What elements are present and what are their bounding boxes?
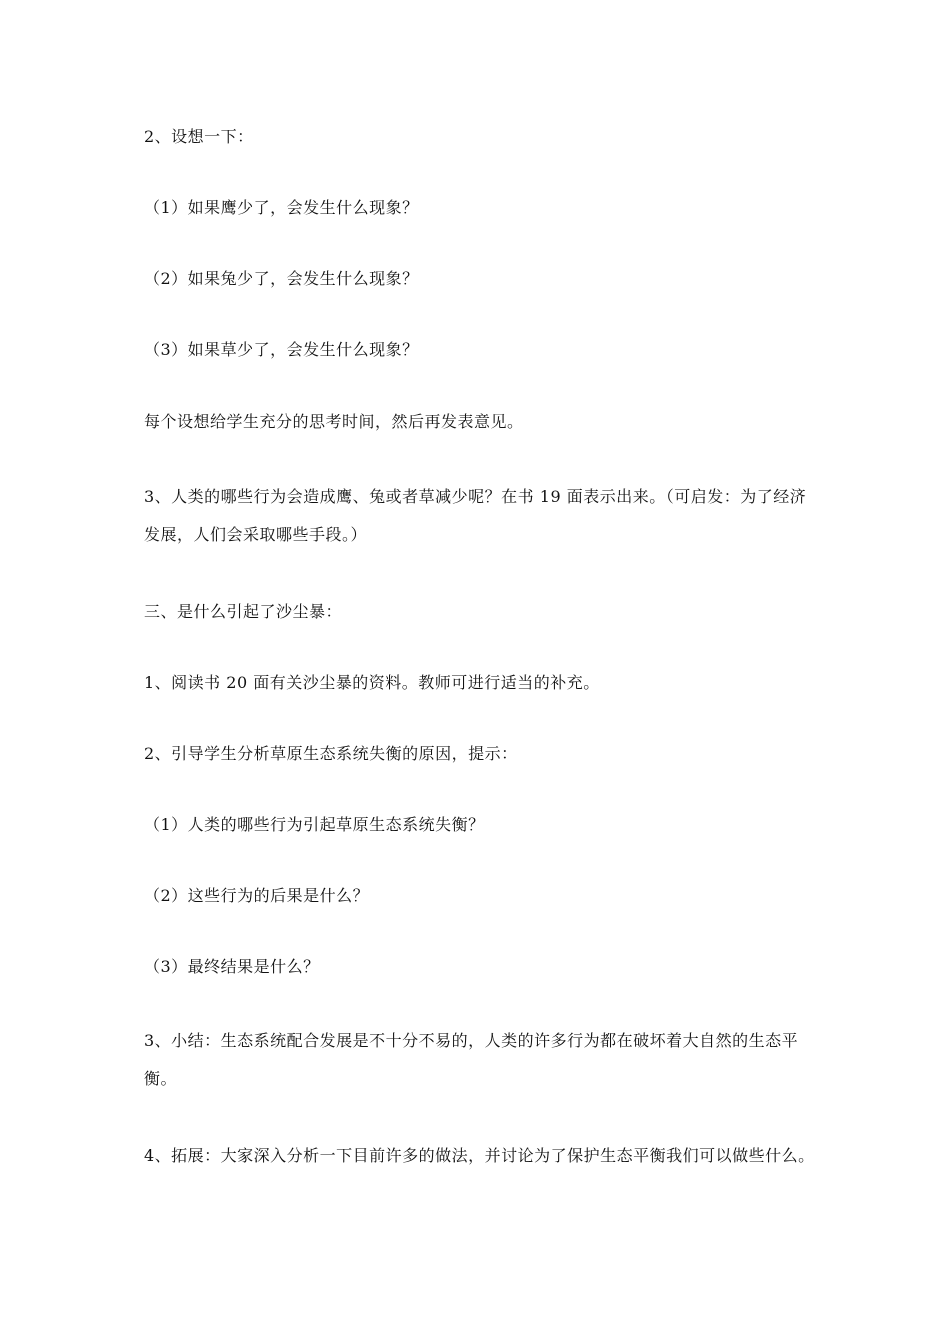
paragraph-imagine-heading: 2、设想一下：	[144, 127, 254, 146]
paragraph-guide-analysis: 2、引导学生分析草原生态系统失衡的原因，提示：	[144, 744, 518, 763]
paragraph-question-consequence: （2）这些行为的后果是什么？	[144, 886, 370, 905]
paragraph-question-behavior: （1）人类的哪些行为引起草原生态系统失衡？	[144, 815, 485, 834]
paragraph-extension: 4、拓展：大家深入分析一下目前许多的做法，并讨论为了保护生态平衡我们可以做些什么。	[144, 1146, 815, 1165]
paragraph-summary: 3、小结：生态系统配合发展是不十分不易的，人类的许多行为都在破坏着大自然的生态平衡。	[144, 1031, 799, 1088]
paragraph-human-behavior: 3、人类的哪些行为会造成鹰、兔或者草减少呢？在书 19 面表示出来。（可启发：为了经济发展，人们会采取哪些手段。）	[144, 487, 807, 544]
section-heading-sandstorm: 三、是什么引起了沙尘暴：	[144, 602, 343, 621]
paragraph-read-book: 1、阅读书 20 面有关沙尘暴的资料。教师可进行适当的补充。	[144, 673, 600, 692]
paragraph-question-grass: （3）如果草少了，会发生什么现象？	[144, 340, 419, 359]
paragraph-question-result: （3）最终结果是什么？	[144, 957, 320, 976]
paragraph-thinking-time: 每个设想给学生充分的思考时间，然后再发表意见。	[144, 412, 524, 431]
paragraph-question-rabbit: （2）如果兔少了，会发生什么现象？	[144, 269, 419, 288]
paragraph-question-eagle: （1）如果鹰少了，会发生什么现象？	[144, 198, 419, 217]
